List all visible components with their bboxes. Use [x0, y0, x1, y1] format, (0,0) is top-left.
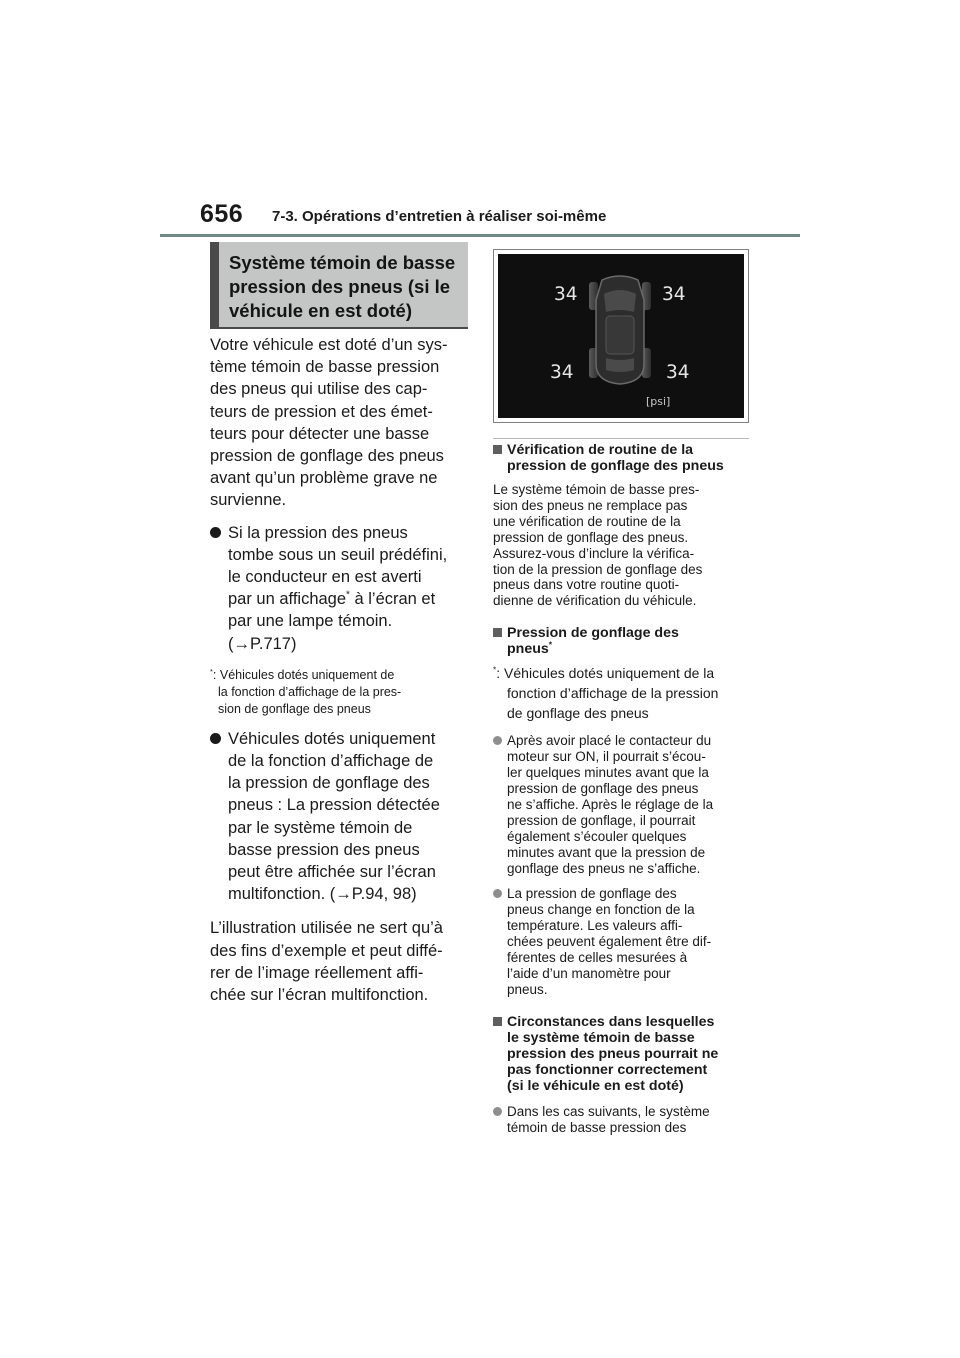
text-line [210, 667, 472, 684]
text-line: tème témoin de basse pression [210, 358, 440, 377]
tire-pressure-illustration [493, 249, 749, 423]
text-line: chée sur l’écran multifonction. [210, 986, 429, 1005]
text-line: par le système témoin de [228, 818, 413, 837]
text-line: avant qu’un problème grave ne [210, 469, 438, 488]
text-fragment: : Véhicules dotés uniquement de [212, 667, 395, 682]
asterisk: * [210, 666, 213, 676]
asterisk: * [346, 589, 350, 601]
text-line: minutes avant que la pression de [507, 844, 706, 860]
text-line: Après avoir placé le contacteur du [507, 733, 712, 749]
section-title-line: Système témoin de basse [229, 252, 456, 273]
text-line: pneus change en fonction de la [507, 902, 695, 918]
pressure-rear-right: 34 [666, 362, 690, 383]
heading-circumstances [493, 1014, 755, 1094]
bullet-display [210, 728, 472, 906]
pressure-front-right: 34 [662, 284, 686, 305]
text-line: Assurez-vous d’inclure la vérifica- [493, 545, 695, 561]
text-line: pression de gonflage des pneus [507, 458, 724, 474]
text-line: Votre véhicule est doté d’un sys- [210, 336, 448, 354]
text-line: sion des pneus ne remplace pas [493, 497, 688, 513]
text-line: la fonction d’affichage de la pres- [218, 684, 402, 699]
car-top-view-icon [498, 254, 744, 418]
section-title [229, 251, 468, 323]
text-line: survienne. [210, 491, 287, 510]
text-line: pression de gonflage des pneus [507, 780, 699, 796]
text-line: L’illustration utilisée ne sert qu’à [210, 919, 443, 938]
text-line: également s’écouler quelques [507, 828, 687, 844]
text-line [228, 588, 472, 610]
right-column [493, 442, 755, 1136]
text-line: teurs de pression et des émet- [210, 402, 433, 421]
inflation-footnote [493, 663, 755, 723]
text-line: pneus : La pression détectée [228, 796, 440, 815]
bullet-dot-icon [210, 527, 221, 538]
illustration-note [210, 917, 472, 1006]
note-display-delay [493, 733, 755, 876]
text-line: tion de la pression de gonflage des [493, 561, 703, 577]
section-title-line: pression des pneus (si le [229, 276, 451, 297]
text-line: basse pression des pneus [228, 840, 420, 859]
windshield-icon [604, 290, 636, 312]
text-line: par une lampe témoin. [228, 612, 393, 631]
text-line: des pneus qui utilise des cap- [210, 380, 428, 399]
text-line: température. Les valeurs affi- [507, 918, 683, 934]
text-line: multifonction. (→P.94, 98) [228, 885, 417, 904]
pressure-unit: [psi] [646, 395, 671, 408]
header-rule [160, 234, 800, 237]
note-temperature [493, 886, 755, 997]
text-line: le conducteur en est averti [228, 568, 422, 587]
text-line: des fins d’exemple et peut diffé- [210, 941, 443, 960]
section-heading-box [210, 242, 468, 327]
text-line: une vérification de routine de la [493, 513, 681, 529]
text-line: pression de gonflage des pneus. [493, 529, 689, 545]
text-line: teurs pour détecter une basse [210, 424, 430, 443]
text-line: témoin de basse pression des [507, 1119, 687, 1135]
text-line: Véhicules dotés uniquement [228, 729, 436, 748]
asterisk: * [493, 664, 497, 675]
text-line: de la fonction d’affichage de [228, 752, 434, 771]
text-line: Dans les cas suivants, le système [507, 1103, 710, 1119]
section-underline [210, 327, 468, 329]
text-fragment: par un affichage [228, 590, 347, 609]
circle-bullet-icon [493, 736, 502, 745]
footnote [210, 667, 472, 718]
text-line: pression de gonflage des pneus [210, 447, 444, 466]
text-line: pneus dans votre routine quoti- [493, 577, 680, 593]
text-line: l’aide d’un manomètre pour [507, 965, 671, 981]
text-line: pas fonctionner correctement [507, 1061, 708, 1078]
text-line: la pression de gonflage des [228, 774, 430, 793]
text-line: de gonflage des pneus [507, 705, 649, 722]
asterisk: * [548, 639, 553, 650]
text-line: férentes de celles mesurées à [507, 950, 688, 966]
intro-paragraph [210, 334, 472, 512]
text-line: dienne de vérification du véhicule. [493, 593, 697, 609]
text-line: Vérification de routine de la [507, 442, 694, 458]
section-title-line: véhicule en est doté) [229, 300, 412, 321]
circle-bullet-icon [493, 1107, 502, 1116]
left-column [210, 334, 472, 1006]
circle-bullet-icon [493, 889, 502, 898]
right-column-rule [493, 438, 749, 439]
text-line: gonflage des pneus ne s’affiche. [507, 860, 701, 876]
bullet-dot-icon [210, 733, 221, 744]
note-following-cases [493, 1104, 755, 1136]
text-line: pneus. [507, 981, 548, 997]
text-line: Circonstances dans lesquelles [507, 1013, 715, 1030]
square-bullet-icon [493, 1017, 502, 1026]
text-line: Le système témoin de basse pres- [493, 482, 700, 497]
text-line: (si le véhicule en est doté) [507, 1077, 684, 1094]
heading-inflation-pressure [493, 625, 755, 657]
roof-icon [606, 316, 634, 354]
text-line: Si la pression des pneus [228, 523, 408, 542]
text-line: sion de gonflage des pneus [218, 701, 371, 716]
square-bullet-icon [493, 445, 502, 454]
text-line: chées peuvent également être dif- [507, 934, 712, 950]
pressure-rear-left: 34 [550, 362, 574, 383]
text-line: rer de l’image réellement affi- [210, 963, 424, 982]
bullet-warning [210, 522, 472, 655]
text-line: La pression de gonflage des [507, 886, 677, 902]
text-fragment: pneus [507, 641, 549, 658]
rear-window-icon [606, 358, 634, 372]
text-line: tombe sous un seuil prédéfini, [228, 545, 448, 564]
text-fragment: à l’écran et [349, 590, 436, 609]
text-line: le système témoin de basse [507, 1029, 695, 1046]
text-line: peut être affichée sur l’écran [228, 863, 436, 882]
square-bullet-icon [493, 628, 502, 637]
pressure-front-left: 34 [554, 284, 578, 305]
heading-routine-check [493, 442, 755, 474]
text-line: moteur sur ON, il pourrait s’écou- [507, 749, 706, 765]
text-line: ler quelques minutes avant que la [507, 765, 709, 781]
text-line: fonction d’affichage de la pression [507, 685, 719, 702]
routine-check-paragraph [493, 482, 755, 609]
text-line [493, 663, 755, 683]
text-line: Pression de gonflage des [507, 625, 679, 642]
text-line [507, 641, 755, 657]
page-number: 656 [200, 200, 244, 228]
page-reference: (→P.717) [228, 634, 297, 653]
chapter-title: 7-3. Opérations d’entretien à réaliser soi-même [272, 208, 607, 225]
multifunction-display [498, 254, 744, 418]
text-fragment: : Véhicules dotés uniquement de la [496, 665, 715, 682]
text-line: ne s’affiche. Après le réglage de la [507, 796, 714, 812]
text-line: pression des pneus pourrait ne [507, 1045, 719, 1062]
text-line: pression de gonflage, il pourrait [507, 812, 696, 828]
